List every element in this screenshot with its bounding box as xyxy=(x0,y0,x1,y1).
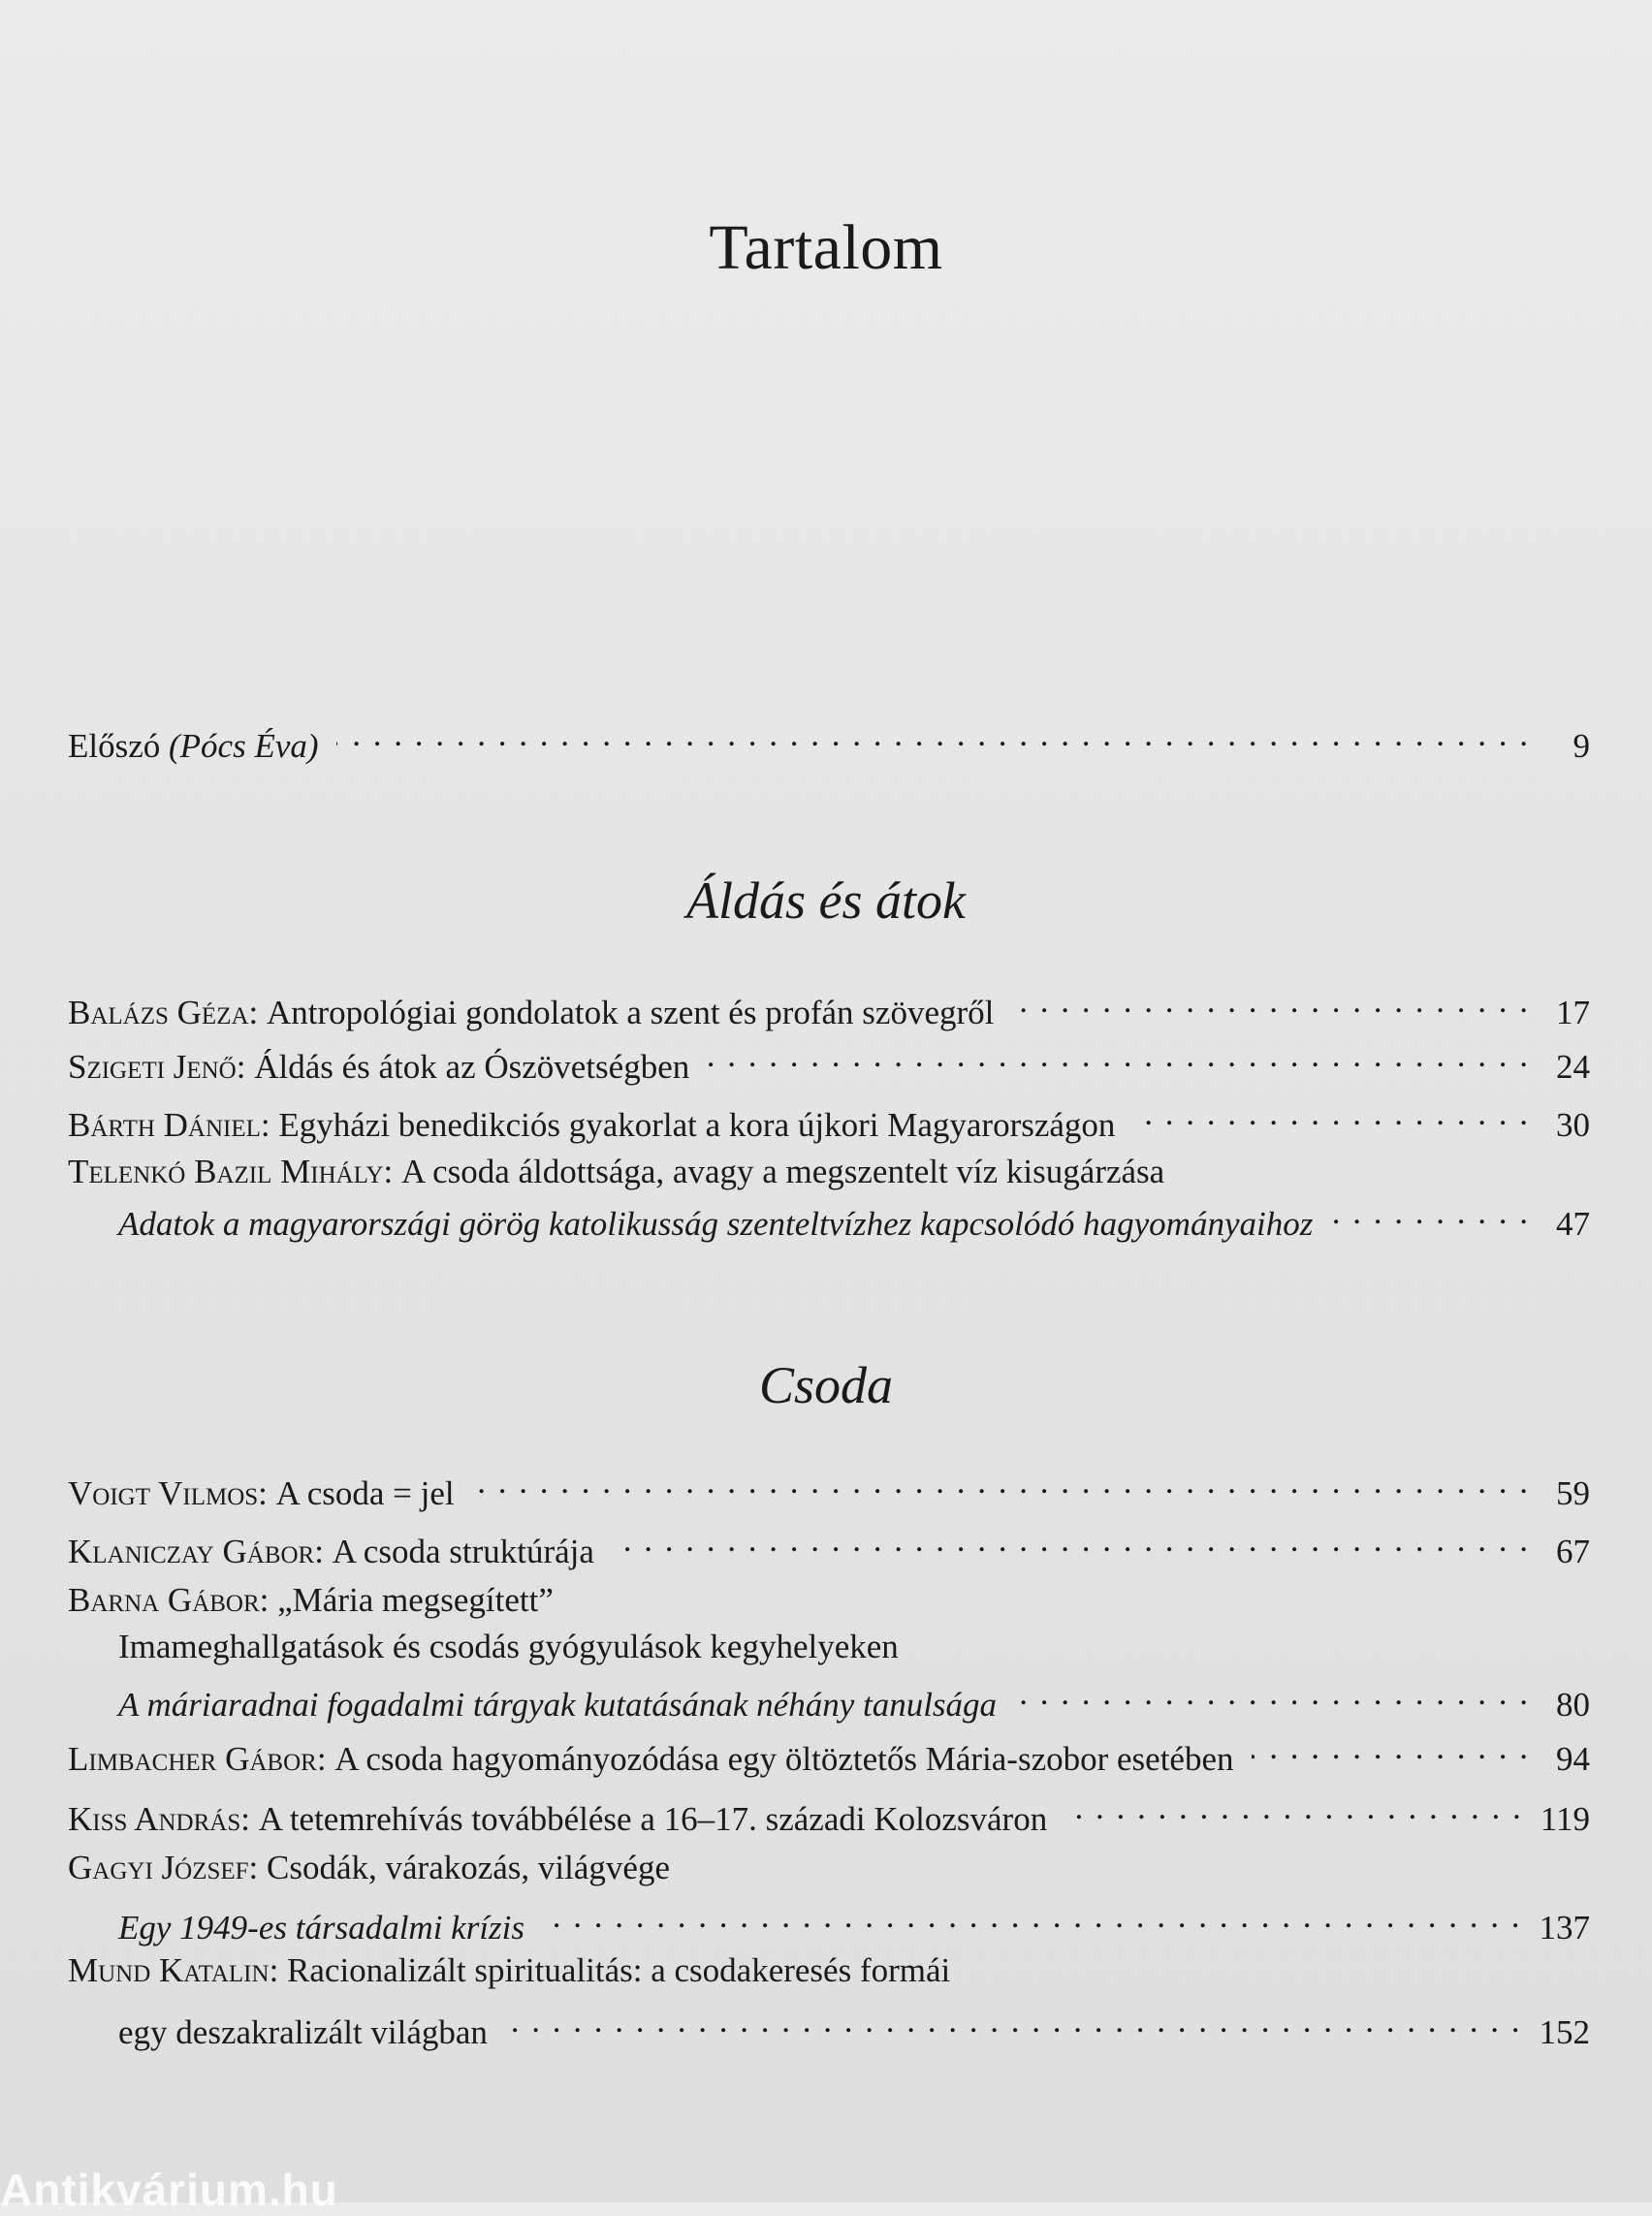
entry-title: A csoda áldottsága, avagy a megszentelt víz kisugárzása xyxy=(400,1153,1165,1190)
toc-entry[interactable] xyxy=(68,1786,1590,1838)
entry-author: Gagyi József: xyxy=(68,1849,259,1886)
entry-author: Voigt Vilmos: xyxy=(68,1474,268,1512)
entry-title: Csodák, várakozás, világvége xyxy=(267,1849,670,1886)
page-number: 30 xyxy=(1556,1106,1590,1144)
page-number: 67 xyxy=(1556,1533,1590,1570)
toc-entry[interactable] xyxy=(68,1725,1590,1778)
toc-entry[interactable] xyxy=(68,1092,1590,1144)
entry-title: A csoda struktúrája xyxy=(332,1533,594,1570)
dot-leader xyxy=(505,1999,1522,2043)
entry-author: Szigeti Jenő: xyxy=(68,1048,246,1086)
page-number: 47 xyxy=(1556,1205,1590,1243)
entry-title: A csoda hagyományozódása egy öltöztetős Mária-szobor esetében xyxy=(334,1740,1234,1778)
section-heading-aldas: Áldás és átok xyxy=(686,871,966,930)
entry-author: Bárth Dániel: xyxy=(68,1106,270,1144)
page-title: Tartalom xyxy=(709,212,943,283)
toc-entry[interactable] xyxy=(68,1948,1590,2051)
section-heading-csoda: Csoda xyxy=(758,1356,894,1414)
toc-entry[interactable] xyxy=(68,1033,1590,1086)
page-number: 137 xyxy=(1539,1909,1590,1947)
toc-entry[interactable] xyxy=(68,1578,1590,1724)
toc-entry[interactable] xyxy=(68,979,1590,1031)
toc-entry[interactable] xyxy=(68,1518,1590,1570)
dot-leader xyxy=(1330,1190,1530,1235)
toc-entry-preface[interactable] xyxy=(68,712,1590,765)
dot-leader xyxy=(336,712,1530,757)
preface-author: (Pócs Éva) xyxy=(169,727,319,765)
page-number: 152 xyxy=(1539,2013,1590,2051)
entry-title: Egyházi benedikciós gyakorlat a kora újkori Magyarországon xyxy=(278,1106,1116,1144)
toc-entry[interactable] xyxy=(68,1150,1590,1243)
entry-title: „Mária megsegített” xyxy=(277,1581,554,1619)
dot-leader xyxy=(707,1033,1530,1078)
page-number: 80 xyxy=(1556,1686,1590,1724)
toc-entry[interactable] xyxy=(68,1460,1590,1512)
entry-author: Balázs Géza: xyxy=(68,994,259,1031)
page-number: 119 xyxy=(1540,1800,1590,1838)
page-number: 94 xyxy=(1556,1740,1590,1778)
entry-title: Racionalizált spiritualitás: a csodakeresés formái xyxy=(287,1951,951,1989)
entry-subtitle: Adatok a magyarországi görög katolikusság szenteltvízhez kapcsolódó hagyományaihoz xyxy=(118,1205,1314,1243)
entry-title-continued: Imameghallgatások és csodás gyógyulások kegyhelyeken xyxy=(118,1628,899,1665)
toc-entry[interactable] xyxy=(68,1846,1590,1947)
entry-subtitle: A máriaradnai fogadalmi tárgyak kutatásának néhány tanulsága xyxy=(118,1686,998,1724)
dot-leader xyxy=(472,1460,1530,1504)
entry-title: A tetemrehívás továbbélése a 16–17. századi Kolozsváron xyxy=(258,1800,1048,1838)
entry-title: Antropológiai gondolatok a szent és profán szövegről xyxy=(267,994,995,1031)
entry-subtitle: Egy 1949-es társadalmi krízis xyxy=(118,1909,525,1947)
entry-title-continued: egy deszakralizált világban xyxy=(118,2013,488,2051)
page-number: 24 xyxy=(1556,1048,1590,1086)
preface-label: Előszó xyxy=(68,727,161,765)
page-number: 59 xyxy=(1556,1474,1590,1512)
dot-leader xyxy=(1252,1725,1531,1770)
entry-author: Klaniczay Gábor: xyxy=(68,1533,324,1570)
entry-author: Limbacher Gábor: xyxy=(68,1740,327,1778)
page-number: 17 xyxy=(1556,994,1590,1031)
dot-leader xyxy=(612,1518,1530,1563)
dot-leader xyxy=(542,1894,1521,1939)
entry-author: Barna Gábor: xyxy=(68,1581,270,1619)
entry-title: A csoda = jel xyxy=(275,1474,455,1512)
dot-leader xyxy=(1011,979,1530,1024)
dot-leader xyxy=(1014,1671,1530,1716)
entry-title: Áldás és átok az Ószövetségben xyxy=(254,1048,690,1086)
entry-author: Mund Katalin: xyxy=(68,1951,279,1989)
entry-author: Telenkó Bazil Mihály: xyxy=(68,1153,394,1190)
entry-author: Kiss András: xyxy=(68,1800,250,1838)
page-number: 9 xyxy=(1573,727,1590,765)
watermark: Antikvárium.hu xyxy=(0,2165,338,2215)
dot-leader xyxy=(1132,1092,1530,1136)
dot-leader xyxy=(1064,1786,1523,1830)
